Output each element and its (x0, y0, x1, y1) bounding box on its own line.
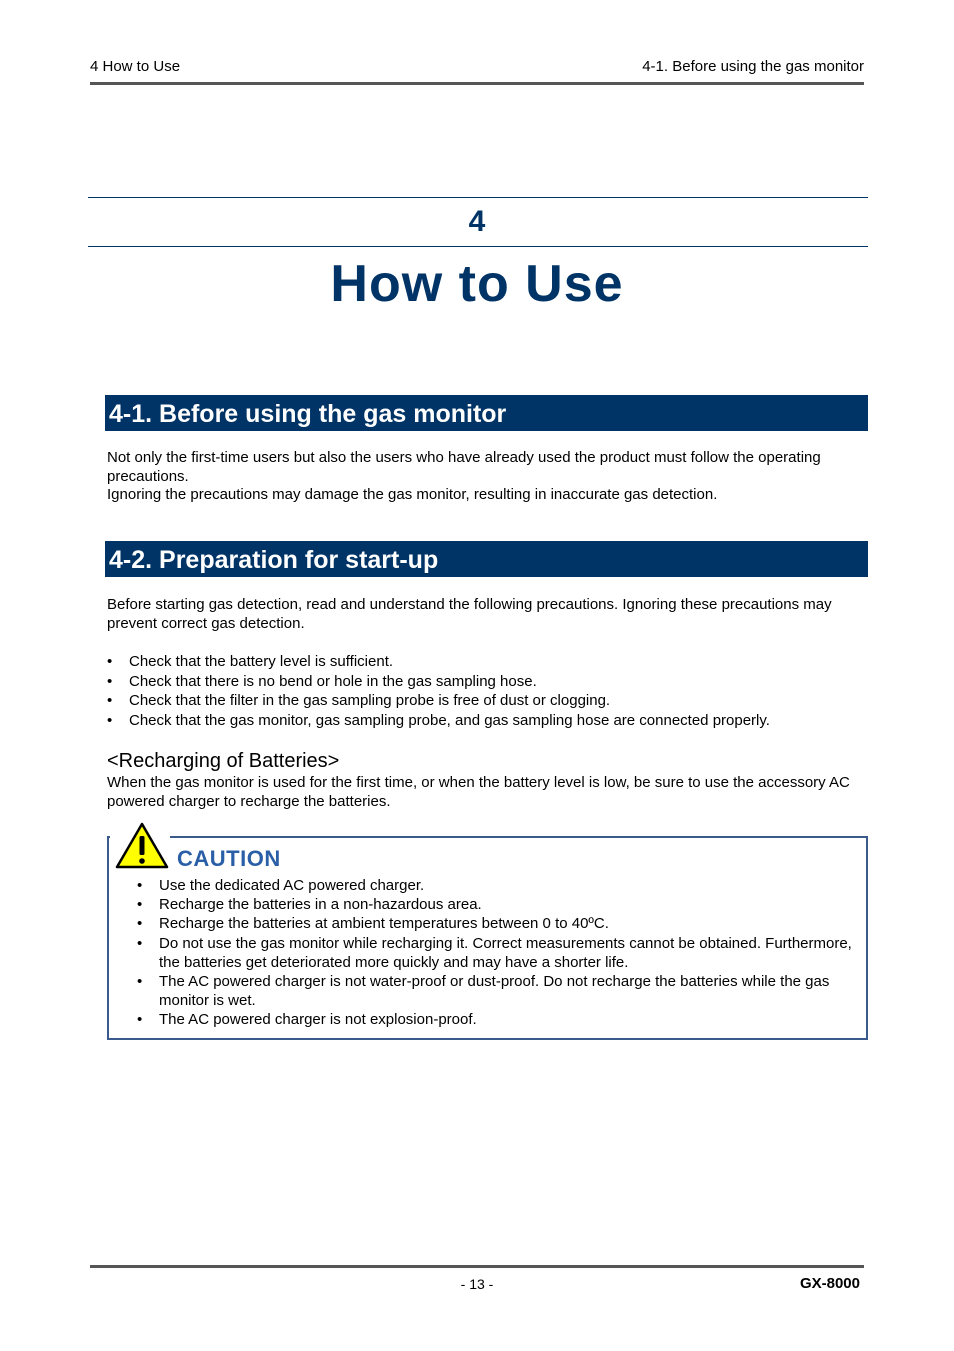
bullet-icon: • (107, 712, 113, 730)
list-item (107, 711, 872, 731)
bullet-icon: • (137, 877, 143, 894)
startup-checklist (107, 652, 872, 731)
list-item-text: Recharge the batteries in a non-hazardous area. (159, 896, 482, 914)
list-item (137, 934, 857, 972)
header-divider (90, 82, 864, 85)
chapter-rule-top (88, 197, 868, 198)
list-item (137, 972, 857, 1010)
section1-paragraph-2: Ignoring the precautions may damage the gas monitor, resulting in inaccurate gas detection. (107, 486, 718, 503)
list-item (107, 672, 872, 692)
bullet-icon: • (137, 934, 143, 952)
list-item-text: Use the dedicated AC powered charger. (159, 877, 425, 894)
caution-list (137, 876, 857, 1030)
recharging-subheading: <Recharging of Batteries> (107, 750, 340, 772)
bullet-icon: • (107, 692, 113, 710)
list-item-text: Check that the battery level is sufficient. (129, 653, 394, 670)
bullet-icon: • (107, 653, 113, 670)
section2-intro: Before starting gas detection, read and understand the following precautions. Ignoring these precautions may prevent correct gas detection. (107, 596, 832, 632)
bullet-icon: • (107, 672, 113, 690)
list-item-text: Recharge the batteries at ambient temperatures between 0 to 40ºC. (159, 915, 609, 933)
bullet-icon: • (137, 1011, 143, 1029)
list-item (137, 895, 857, 914)
recharging-paragraph: When the gas monitor is used for the first time, or when the battery level is low, be sure to use the accessory AC powered charger to recharge the batteries. (107, 774, 850, 810)
list-item (137, 914, 857, 933)
bullet-icon: • (137, 973, 143, 991)
bullet-icon: • (137, 896, 143, 914)
chapter-rule-bottom (88, 246, 868, 247)
section-heading-preparation: 4-2. Preparation for start-up (105, 541, 868, 577)
list-item-text: The AC powered charger is not explosion-proof. (159, 1011, 477, 1029)
running-header-section: 4-1. Before using the gas monitor (642, 58, 864, 75)
caution-label: CAUTION (177, 846, 281, 871)
list-item-text: Do not use the gas monitor while recharging it. Correct measurements cannot be obtained. Furthermore, the batteries get deteriorated more quickly and may have a shorter life. (159, 934, 852, 971)
running-header-chapter: 4 How to Use (90, 58, 181, 75)
bullet-icon: • (137, 915, 143, 933)
list-item-text: Check that the filter in the gas sampling probe is free of dust or clogging. (129, 692, 611, 710)
section-heading-before-using: 4-1. Before using the gas monitor (105, 395, 868, 431)
list-item (137, 1010, 857, 1029)
list-item (107, 652, 872, 672)
section1-paragraph-1: Not only the first-time users but also the users who have already used the product must follow the operating precautions. (107, 449, 821, 485)
page-number: - 13 - (460, 1276, 494, 1292)
list-item (107, 691, 872, 711)
list-item (137, 876, 857, 895)
model-name: GX-8000 (799, 1275, 860, 1292)
chapter-title: How to Use (330, 255, 624, 313)
warning-triangle-icon (114, 821, 170, 871)
chapter-number: 4 (468, 205, 486, 238)
list-item-text: Check that there is no bend or hole in the gas sampling hose. (129, 672, 537, 690)
list-item-text: The AC powered charger is not water-proof or dust-proof. Do not recharge the batteries while the gas monitor is wet. (159, 973, 830, 1010)
list-item-text: Check that the gas monitor, gas sampling probe, and gas sampling hose are connected properly. (129, 712, 770, 730)
footer-divider (90, 1265, 864, 1268)
